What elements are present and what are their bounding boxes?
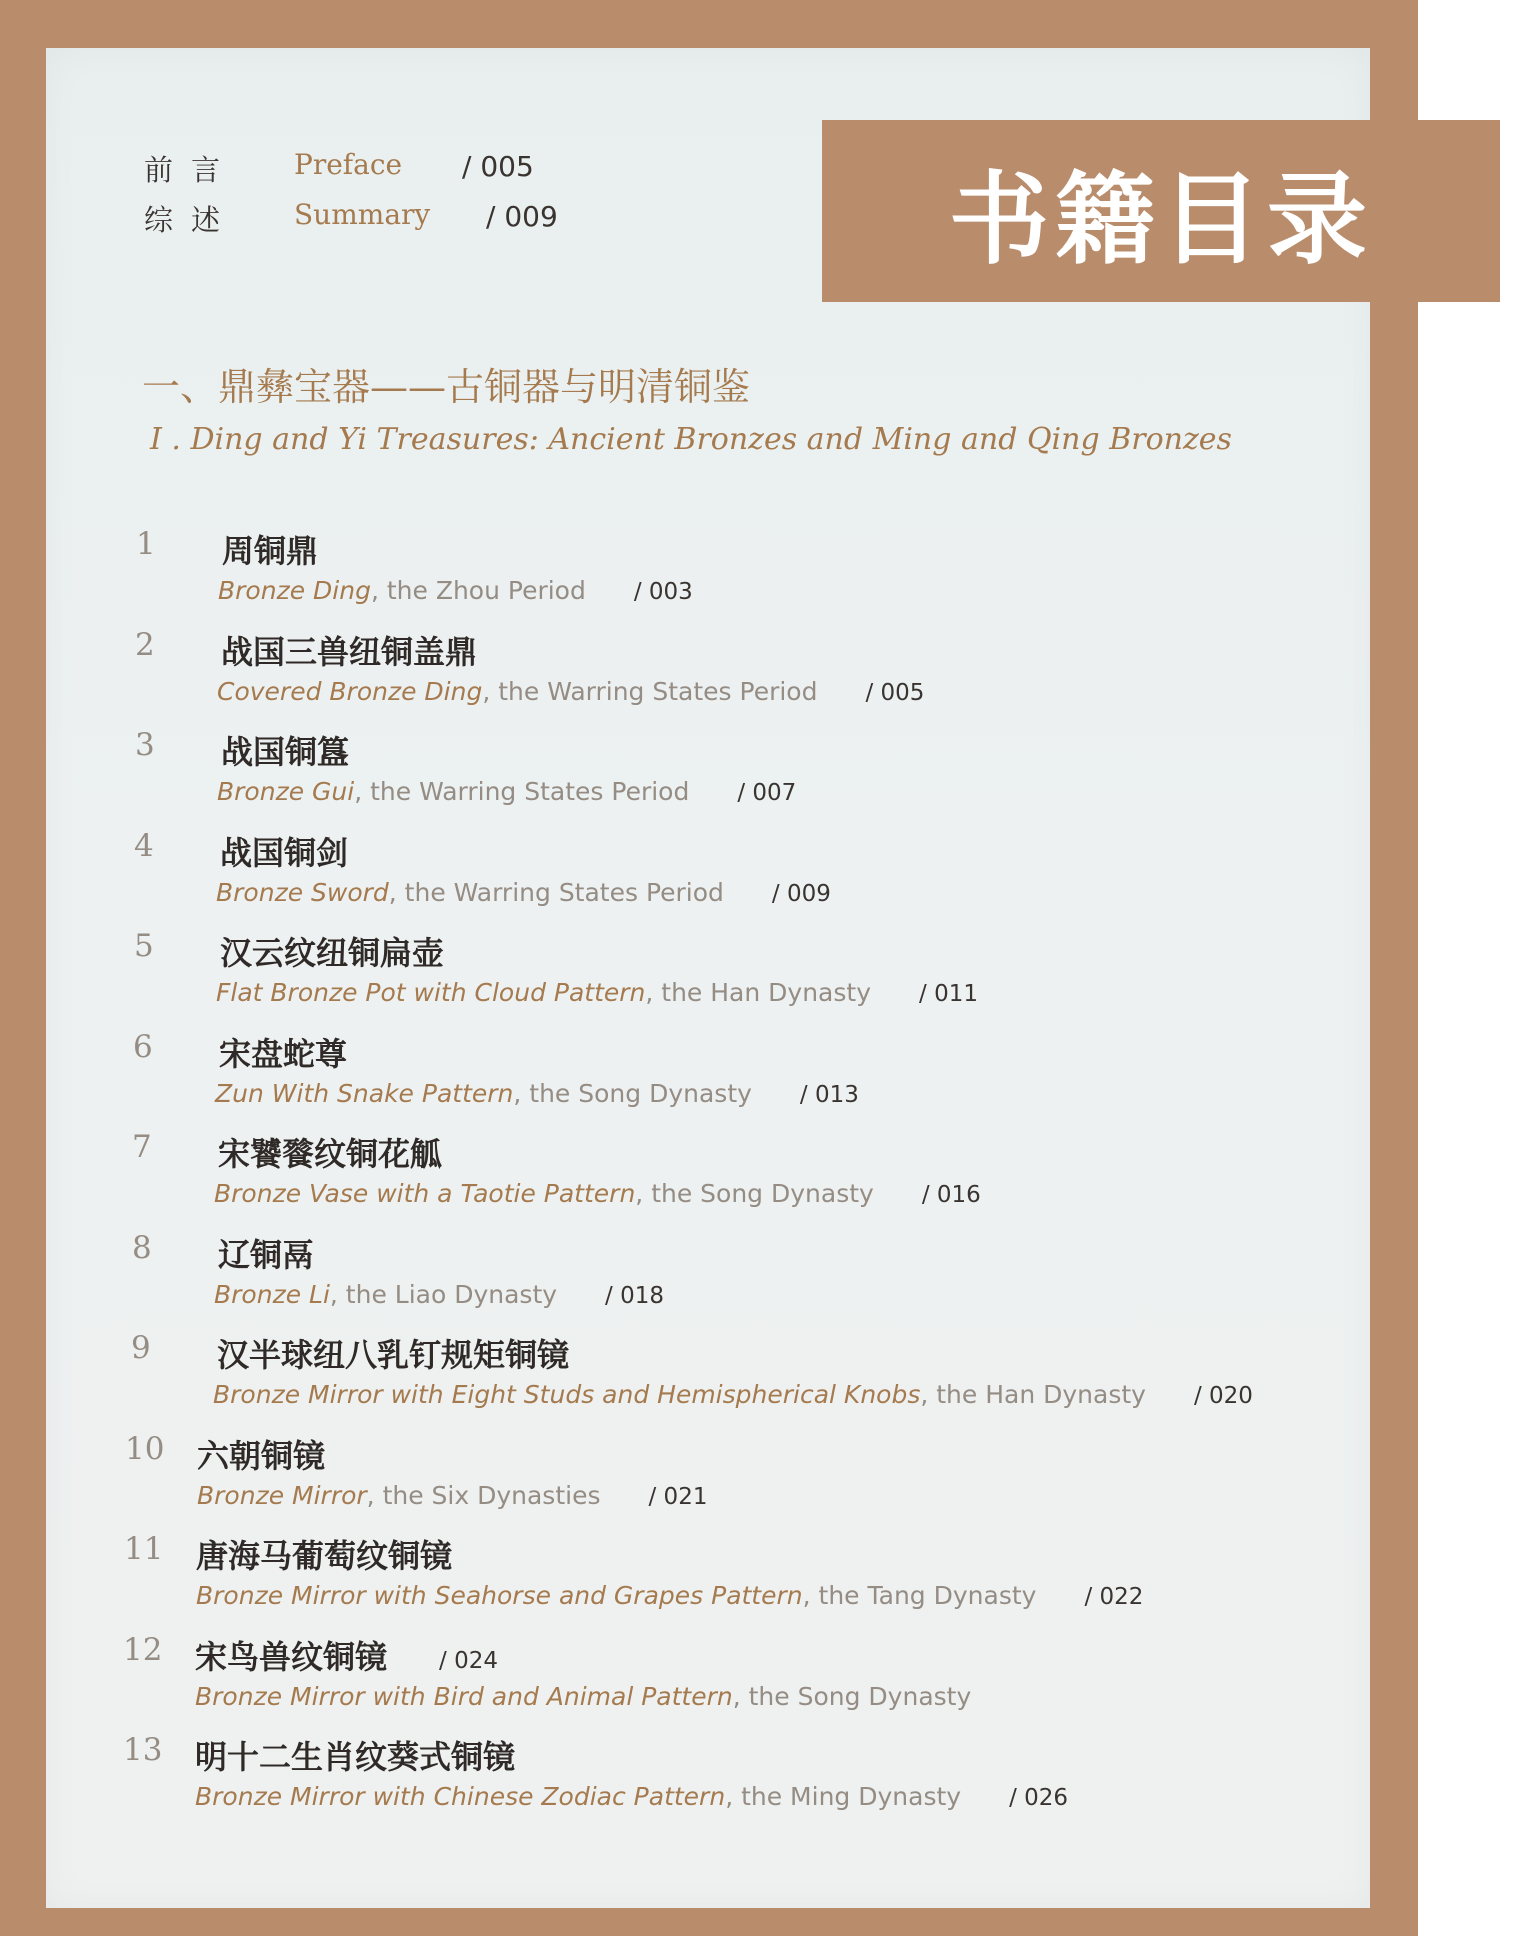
entry-title-en — [217, 777, 796, 806]
entry-number: 2 — [135, 627, 155, 663]
entry-title-en-main: Bronze Mirror — [197, 1481, 367, 1510]
entry-page: / 005 — [865, 680, 925, 706]
entry-title-en — [215, 1079, 859, 1108]
entry-title-en — [216, 878, 831, 907]
entry-title-en-main: Pattern — [535, 1179, 636, 1208]
entry-page: / 003 — [633, 579, 693, 605]
entry-title-en-main: Bronze Mirror with Bird and Animal Pattern — [195, 1682, 733, 1711]
entry-number: 13 — [123, 1732, 163, 1768]
entry-title-en — [214, 1280, 664, 1309]
entry-title-en-term: Ding — [313, 576, 371, 605]
entry-period: , the Zhou Period — [370, 576, 586, 605]
entry-title-cn: 宋盘蛇尊 — [219, 1035, 348, 1073]
entry-number: 1 — [136, 526, 156, 562]
entry-title-en-main: Bronze — [217, 777, 313, 806]
entry-title-cn: 六朝铜镜 — [197, 1437, 326, 1475]
entry-page: / 007 — [737, 780, 797, 806]
entry-title-cn: 汉云纹纽铜扁壶 — [220, 934, 445, 972]
entry-title-en-main: With Snake Pattern — [263, 1079, 514, 1108]
entry-title-en-main: Bronze Mirror with Seahorse and Grapes Pattern — [196, 1581, 803, 1610]
entry-page: / 020 — [1193, 1383, 1253, 1409]
entry-title-en — [216, 978, 978, 1007]
entry-page: / 013 — [799, 1082, 859, 1108]
entry-title-en — [196, 1581, 1143, 1610]
front-item-page: / 009 — [486, 200, 558, 233]
entry-title-en — [214, 1179, 981, 1208]
front-item-cn: 前言 — [144, 153, 239, 187]
entry-title-en-term: Taotie — [460, 1179, 536, 1208]
entry-title-en-term: Ding — [424, 677, 483, 706]
entry-title-cn: 战国铜剑 — [220, 834, 349, 872]
entry-page: / 011 — [919, 981, 978, 1007]
entry-title-en — [218, 576, 693, 605]
entry-title-cn: 宋饕餮纹铜花觚 — [218, 1135, 443, 1173]
entry-title-cn: 唐海马葡萄纹铜镜 — [196, 1537, 453, 1575]
entry-period: , the Song Dynasty — [513, 1079, 752, 1108]
entry-page: / 018 — [605, 1283, 665, 1309]
section-title-cn: 一、鼎彝宝器——古铜器与明清铜鉴 — [142, 365, 751, 409]
entry-number: 11 — [124, 1531, 164, 1567]
entry-title-cn: 战国三兽纽铜盖鼎 — [221, 633, 478, 671]
entry-title-en-main: Bronze Vase with a — [214, 1179, 461, 1208]
entry-period: , the Warring States Period — [388, 878, 724, 907]
entry-title-en-main: Flat Bronze Pot with Cloud Pattern — [216, 978, 646, 1007]
entry-period: , the Six Dynasties — [366, 1481, 601, 1510]
entry-title-en-main: Bronze Mirror with Chinese Zodiac Pattern — [195, 1782, 726, 1811]
entry-period: , the Warring States Period — [354, 777, 690, 806]
entry-number: 3 — [135, 727, 155, 763]
entry-title-en-main: Covered Bronze — [217, 677, 425, 706]
entry-page: / 024 — [439, 1648, 498, 1674]
entry-title-en — [195, 1782, 1068, 1811]
entry-page: / 016 — [921, 1182, 981, 1208]
entry-title-cn: 周铜鼎 — [222, 532, 319, 570]
entry-number: 6 — [133, 1029, 153, 1065]
entry-number: 9 — [131, 1330, 151, 1366]
entry-title-en-term: Li — [309, 1280, 330, 1309]
entry-page: / 022 — [1084, 1584, 1144, 1610]
front-item-en: Summary — [294, 198, 431, 231]
entry-number: 8 — [132, 1230, 152, 1266]
entry-number: 7 — [132, 1129, 152, 1165]
front-item-page: / 005 — [462, 150, 534, 183]
entry-number: 5 — [134, 928, 154, 964]
entry-title-cn: 战国铜簋 — [221, 733, 350, 771]
front-item-cn: 综述 — [144, 203, 239, 237]
entry-title-en-main: Bronze — [218, 576, 314, 605]
entry-title-en-term: Zun — [215, 1079, 264, 1108]
entry-period: , the Song Dynasty — [635, 1179, 874, 1208]
entry-title-en-term: Gui — [312, 777, 355, 806]
entry-title-en-main: Bronze — [214, 1280, 310, 1309]
entry-title-en-main: Bronze Sword — [216, 878, 389, 907]
entry-period: , the Ming Dynasty — [725, 1782, 962, 1811]
entry-page: / 021 — [648, 1484, 708, 1510]
entry-page: / 009 — [771, 881, 831, 907]
entry-title-en — [213, 1380, 1253, 1409]
entry-period: , the Liao Dynasty — [329, 1280, 558, 1309]
entry-number: 10 — [125, 1431, 165, 1467]
section-title-en: I . Ding and Yi Treasures: Ancient Bronzes and Ming and Qing Bronzes — [150, 422, 1232, 457]
entry-title-cn: 辽铜鬲 — [218, 1236, 315, 1274]
entry-title-en-main: Bronze Mirror with Eight Studs and Hemispherical Knobs — [213, 1380, 921, 1409]
entry-title-en — [195, 1682, 971, 1711]
entry-title-en — [197, 1481, 707, 1510]
entry-number: 4 — [134, 828, 154, 864]
entry-title-en — [217, 677, 924, 706]
entry-title-cn: 宋鸟兽纹铜镜 / 024 — [195, 1638, 498, 1676]
entry-title-cn: 明十二生肖纹葵式铜镜 — [195, 1738, 516, 1776]
front-item-en: Preface — [294, 148, 403, 181]
entry-number: 12 — [123, 1632, 163, 1668]
entry-page: / 026 — [1009, 1785, 1069, 1811]
catalog-title-badge — [822, 120, 1500, 302]
entry-period: , the Tang Dynasty — [802, 1581, 1037, 1610]
entry-period: , the Song Dynasty — [732, 1682, 972, 1711]
catalog-title: 书籍目录 — [949, 161, 1373, 278]
entry-period: , the Warring States Period — [482, 677, 818, 706]
entry-period: , the Han Dynasty — [645, 978, 872, 1007]
entry-title-cn: 汉半球纽八乳钉规矩铜镜 — [217, 1336, 570, 1374]
entry-period: , the Han Dynasty — [920, 1380, 1146, 1409]
